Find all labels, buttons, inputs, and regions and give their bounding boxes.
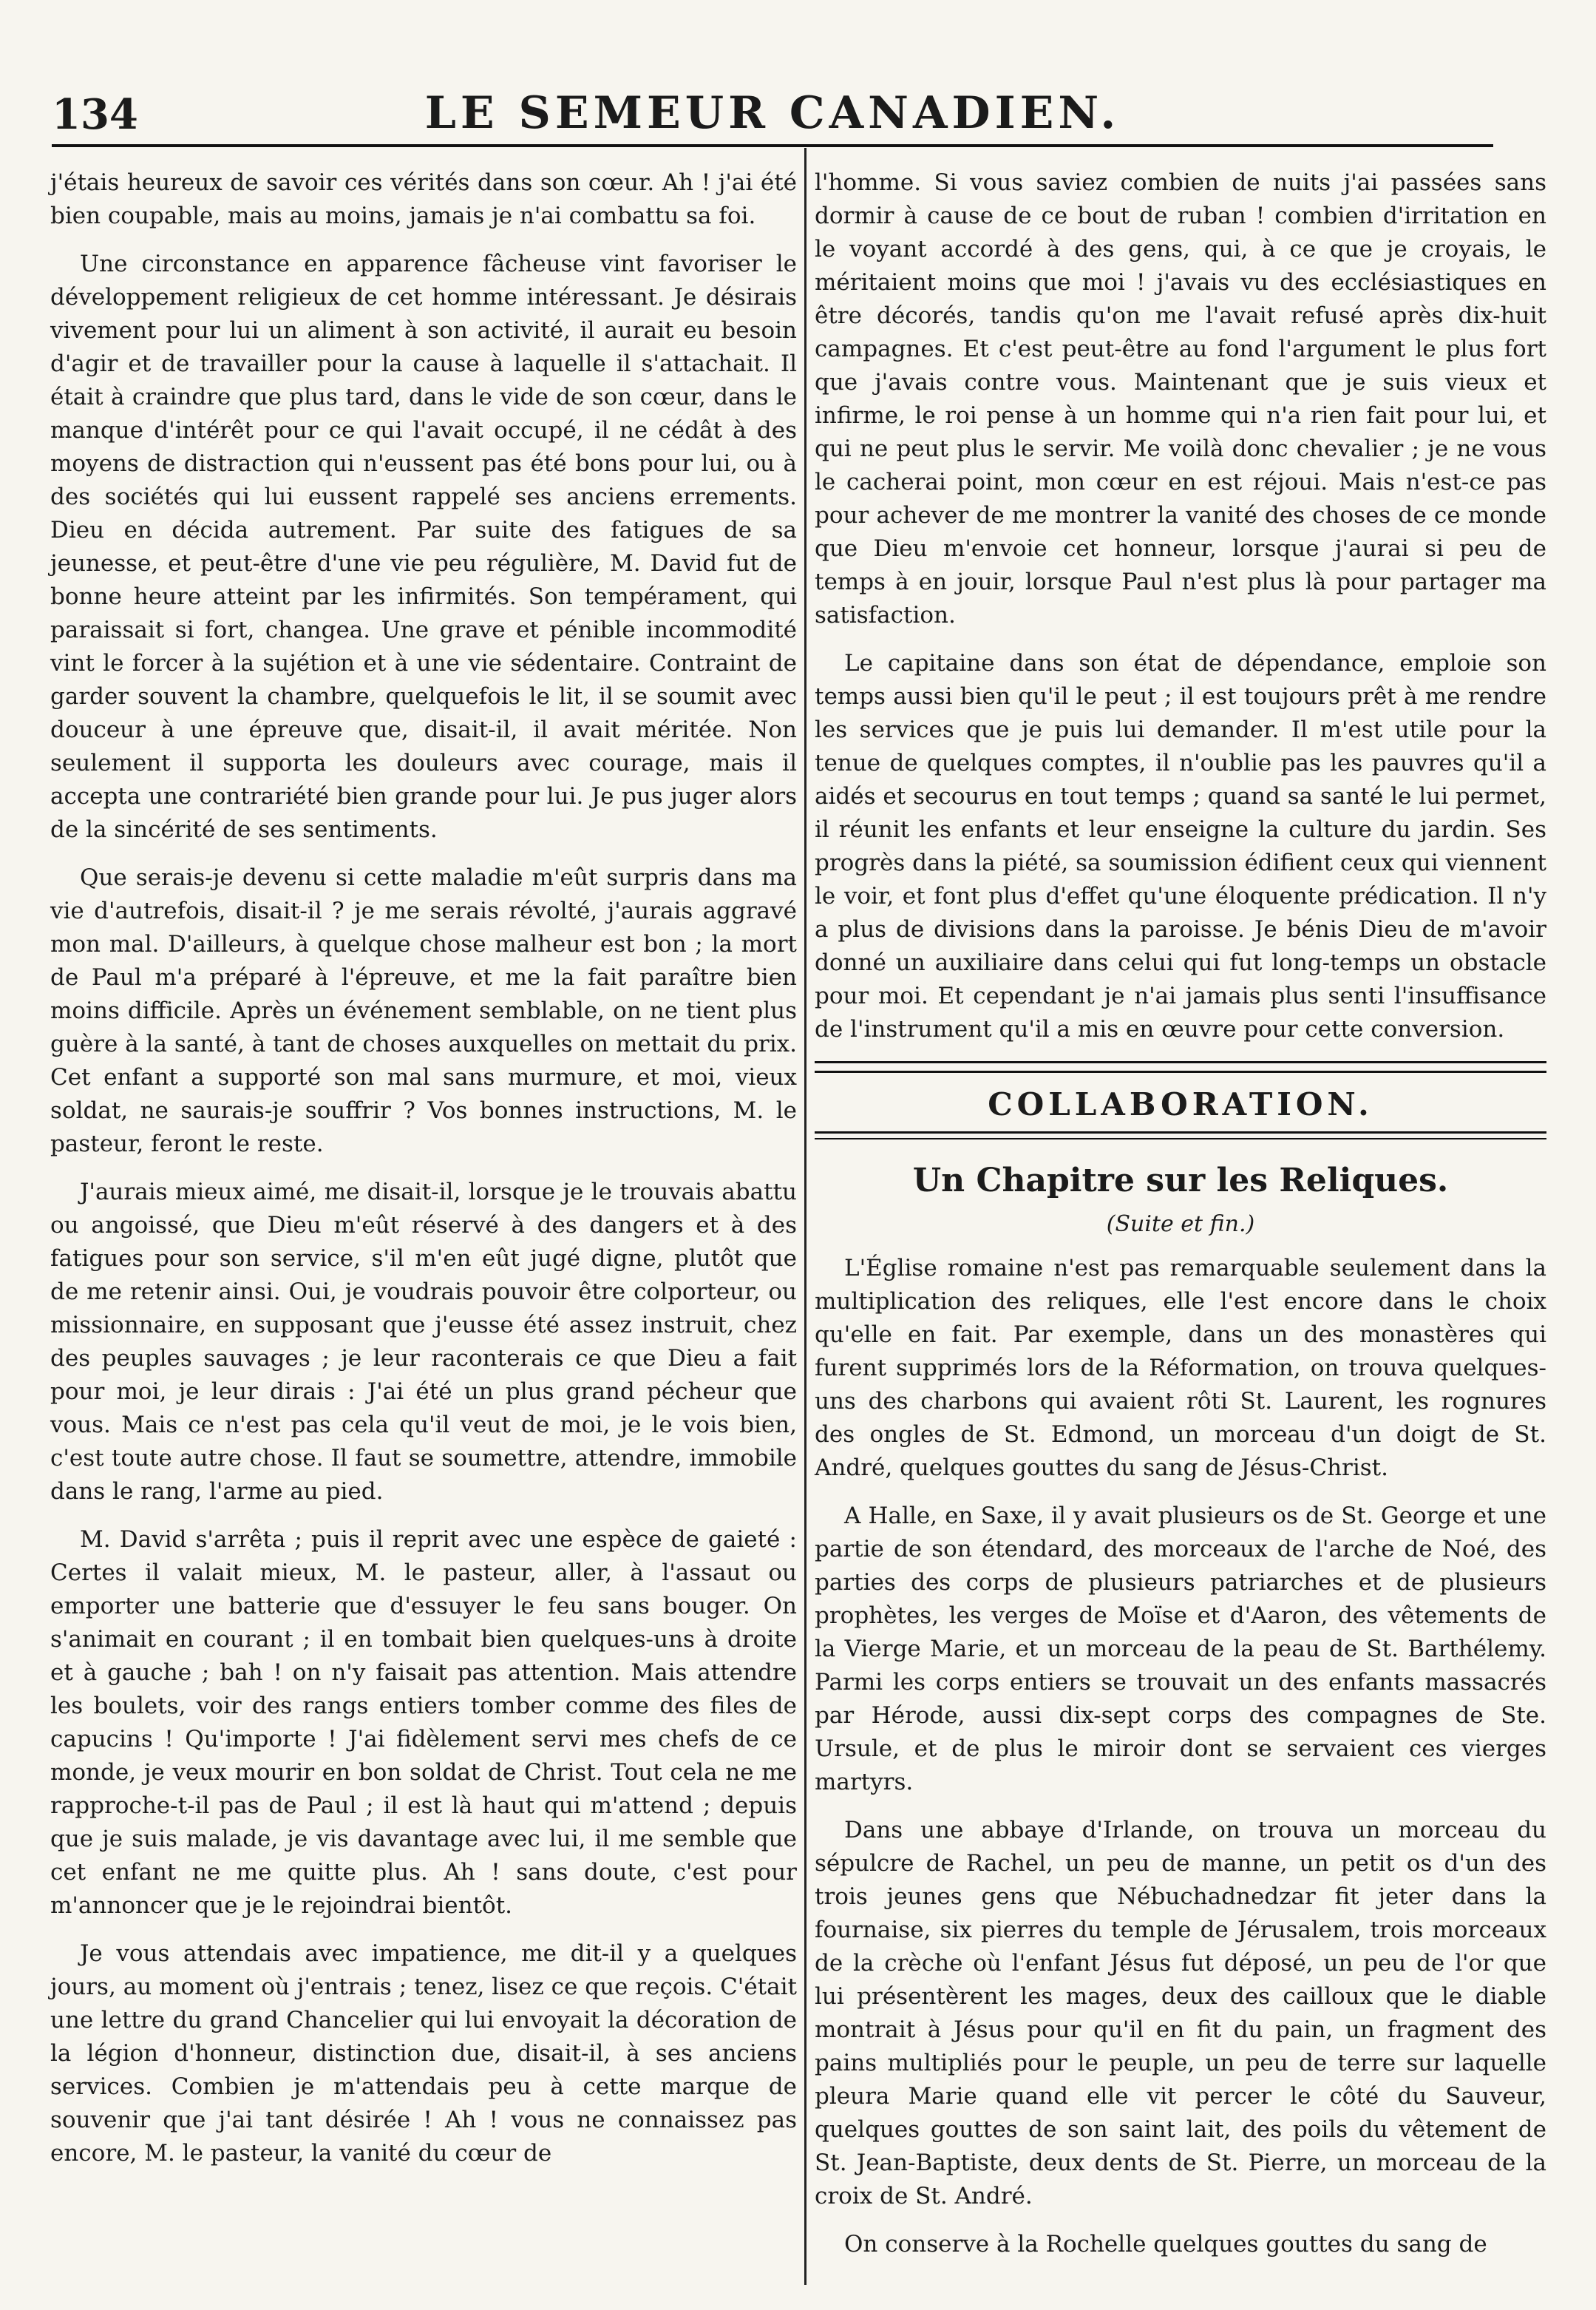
paragraph: On conserve à la Rochelle quelques gouttes du sang de xyxy=(844,2231,1487,2258)
page-number: 134 xyxy=(52,90,138,139)
paragraph: J'aurais mieux aimé, me disait-il, lorsque je le trouvais abattu ou angoissé, que Dieu m'eût réservé à des dangers et à des fatigues pour son service, s'il m'en eût jugé digne, plutôt que de me retenir ainsi. Oui, je voudrais pouvoir être colporteur, ou missionnaire, en supposant que j'eusse été assez instruit, chez des peuples sauvages ; je leur raconterais ce que Dieu a fait pour moi, je leur dirais : J'ai été un plus grand pécheur que vous. Mais ce n'est pas cela qu'il veut de moi, je le vois bien, c'est toute autre chose. Il faut se soumettre, attendre, immobile dans le rang, l'arme au pied. xyxy=(50,1179,797,1505)
section-title: COLLABORATION. xyxy=(988,1086,1373,1122)
right-column xyxy=(815,166,1546,2276)
section-separator xyxy=(815,1061,1546,1073)
paragraph: L'Église romaine n'est pas remarquable seulement dans la multiplication des reliques, elle l'est encore dans le choix qu'elle en fait. Par exemple, dans un des monastères qui furent supprimés lors de la Réformation, on trouva quelques-uns des charbons qui avaient rôti St. Laurent, les rognures des ongles de St. Edmond, un morceau d'un doigt de St. André, quelques gouttes du sang de Jésus-Christ. xyxy=(815,1255,1546,1481)
paragraph: Que serais-je devenu si cette maladie m'eût surpris dans ma vie d'autrefois, disait-il ? je me serais révolté, j'aurais aggravé mon mal. D'ailleurs, à quelque chose malheur est bon ; la mort de Paul m'a préparé à l'épreuve, et me la fait paraître bien moins difficile. Après un événement semblable, on ne tient plus guère à la santé, à tant de choses auxquelles on mettait du prix. Cet enfant a supporté son mal sans murmure, et moi, vieux soldat, ne saurais-je souffrir ? Vos bonnes instructions, M. le pasteur, feront le reste. xyxy=(50,864,797,1157)
paragraph: Le capitaine dans son état de dépendance, emploie son temps aussi bien qu'il le peut ; il est toujours prêt à me rendre les services que je puis lui demander. Il m'est utile pour la tenue de quelques comptes, il n'oublie pas les pauvres qu'il a aidés et secourus en tout temps ; quand sa santé le lui permet, il réunit les enfants et leur enseigne la culture du jardin. Ses progrès dans la piété, sa soumission édifient ceux qui viennent le voir, et font plus d'effet qu'une éloquente prédication. Il n'y a plus de divisions dans la paroisse. Je bénis Dieu de m'avoir donné un auxiliaire dans celui qui fut long-temps un obstacle pour moi. Et cependant je n'ai jamais plus senti l'insuffisance de l'instrument qu'il a mis en œuvre pour cette conversion. xyxy=(815,650,1546,1043)
paragraph: j'étais heureux de savoir ces vérités dans son cœur. Ah ! j'ai été bien coupable, mais au moins, jamais je n'ai combattu sa foi. xyxy=(50,169,797,229)
paragraph: M. David s'arrêta ; puis il reprit avec une espèce de gaieté : Certes il valait mieux, M. le pasteur, aller, à l'assaut ou emporter une batterie que d'essuyer le feu sans bouger. On s'animait en courant ; il en tombait bien quelques-uns à droite et à gauche ; bah ! on n'y faisait pas attention. Mais attendre les boulets, voir des rangs entiers tomber comme des files de capucins ! Qu'importe ! J'ai fidèlement servi mes chefs de ce monde, je veux mourir en bon soldat de Christ. Tout cela ne me rapproche-t-il pas de Paul ; il est là haut qui m'attend ; depuis que je suis malade, je vis davantage avec lui, il me semble que cet enfant ne me quitte plus. Ah ! sans doute, c'est pour m'annoncer que je le rejoindrai bientôt. xyxy=(50,1526,797,1919)
journal-title: LE SEMEUR CANADIEN. xyxy=(424,87,1121,139)
article-title: Un Chapitre sur les Reliques. xyxy=(912,1162,1449,1199)
paragraph: Une circonstance en apparence fâcheuse vint favoriser le développement religieux de cet homme intéressant. Je désirais vivement pour lui un aliment à son activité, il aurait eu besoin d'agir et de travailler pour la cause à laquelle il s'attachait. Il était à craindre que plus tard, dans le vide de son cœur, dans le manque d'intérêt pour ce qui l'avait occupé, il ne cédât à des moyens de distraction qui n'eussent pas été bons pour lui, ou à des sociétés qui lui eussent rappelé ses anciens errements. Dieu en décida autrement. Par suite des fatigues de sa jeunesse, et peut-être d'une vie peu régulière, M. David fut de bonne heure atteint par les infirmités. Son tempérament, qui paraissait si fort, changea. Une grave et pénible incommodité vint le forcer à la sujétion et à une vie sédentaire. Contraint de garder souvent la chambre, quelquefois le lit, il se soumit avec douceur à une épreuve que, disait-il, il avait méritée. Non seulement il supporta les douleurs avec courage, mais il accepta une contrariété bien grande pour lui. Je pus juger alors de la sincérité de ses sentiments. xyxy=(50,251,797,843)
header-rule xyxy=(52,144,1493,147)
left-column xyxy=(50,166,797,2185)
paragraph: A Halle, en Saxe, il y avait plusieurs os de St. George et une partie de son étendard, des morceaux de l'arche de Noé, des parties des corps de plusieurs patriarches et de plusieurs prophètes, les verges de Moïse et d'Aaron, des vêtements de la Vierge Marie, et un morceau de la peau de St. Barthélemy. Parmi les corps entiers se trouvait un des enfants massacrés par Hérode, aussi dix-sept corps des compagnes de Ste. Ursule, et de plus le miroir dont se servaient ces vierges martyrs. xyxy=(815,1503,1546,1795)
paragraph: Je vous attendais avec impatience, me dit-il y a quelques jours, au moment où j'entrais ; tenez, lisez ce que reçois. C'était une lettre du grand Chancelier qui lui envoyait la décoration de la légion d'honneur, distinction due, disait-il, à ses anciens services. Combien je m'attendais peu à cette marque de souvenir que j'ai tant désirée ! Ah ! vous ne connaissez pas encore, M. le pasteur, la vanité du cœur de xyxy=(50,1940,797,2167)
article-subtitle: (Suite et fin.) xyxy=(1106,1211,1255,1237)
column-divider xyxy=(804,148,807,2285)
paragraph: l'homme. Si vous saviez combien de nuits j'ai passées sans dormir à cause de ce bout de ruban ! combien d'irritation en le voyant accordé à des gens, qui, à ce que je croyais, le méritaient moins que moi ! j'avais vu des ecclésiastiques en être décorés, tandis qu'on me l'avait refusé après dix-huit campagnes. Et c'est peut-être au fond l'argument le plus fort que j'avais contre vous. Maintenant que je suis vieux et infirme, le roi pense à un homme qui n'a rien fait pour lui, et qui ne peut plus le servir. Me voilà donc chevalier ; je ne vous le cacherai point, mon cœur en est réjoui. Mais n'est-ce pas pour achever de me montrer la vanité des choses de ce monde que Dieu m'envoie cet honneur, lorsque j'aurai si peu de temps à en jouir, lorsque Paul n'est plus là pour partager ma satisfaction. xyxy=(815,169,1546,629)
paragraph: Dans une abbaye d'Irlande, on trouva un morceau du sépulcre de Rachel, un peu de manne, un petit os d'un des trois jeunes gens que Nébuchadnedzar fit jeter dans la fournaise, six pierres du temple de Jérusalem, trois morceaux de la crèche où l'enfant Jésus fut déposé, un peu de l'or que lui présentèrent les mages, deux des cailloux que le diable montrait à Jésus pour qu'il en fit du pain, un fragment des pains multipliés pour le peuple, un peu de terre sur laquelle pleura Marie quand elle vit percer le côté du Sauveur, quelques gouttes de son saint lait, des poils du vêtement de St. Jean-Baptiste, deux dents de St. Pierre, un morceau de la croix de St. André. xyxy=(815,1817,1546,2209)
page-header xyxy=(52,81,1493,170)
section-rule xyxy=(815,1131,1546,1139)
